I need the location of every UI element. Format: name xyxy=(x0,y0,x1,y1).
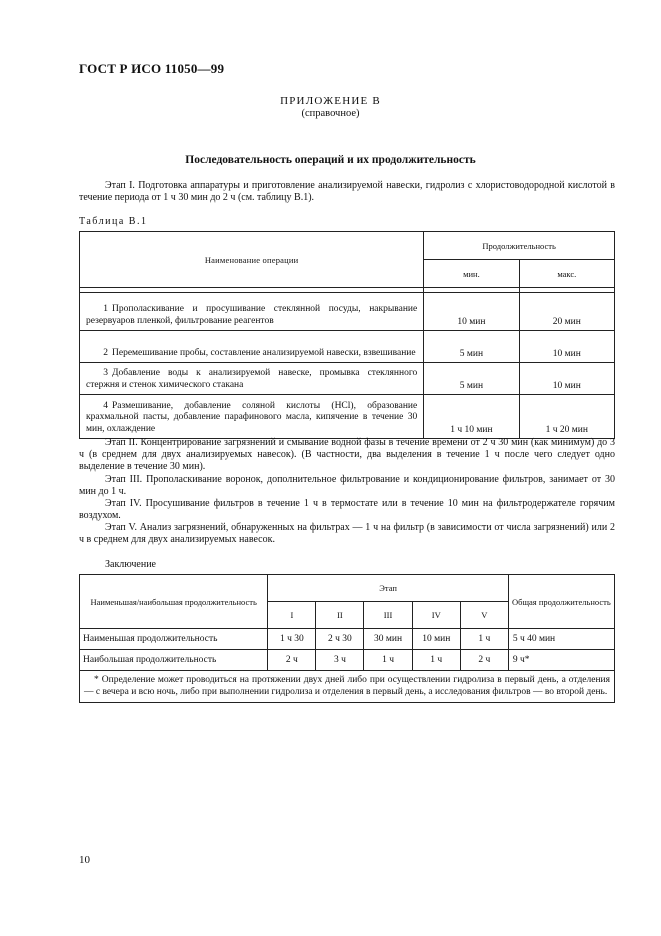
row-number: 2 xyxy=(103,347,108,358)
stage-header: V xyxy=(460,602,508,629)
stage-value-cell: 10 мин xyxy=(412,629,460,650)
table-header-row xyxy=(80,232,615,260)
page-number: 10 xyxy=(79,854,90,866)
total-value-cell: 5 ч 40 мин xyxy=(508,629,614,650)
stage-header: II xyxy=(316,602,364,629)
stage-2-text: Этап II. Концентрирование загрязнений и смывание водной фазы в течение времени от 2 ч 30 мин (как минимум) до 3 ч (в среднем для двух анализируемых навесок). (В частности, два выделения в течение 1 ч после чего следует одно выделение в течение 30 мин). xyxy=(79,437,615,473)
min-duration-cell: 1 ч 10 мин xyxy=(424,395,519,439)
stage-1-text: Этап I. Подготовка аппаратуры и приготовление анализируемой навески, гидролиз с хлористоводородной кислотой в течение периода от 1 ч 30 мин до 2 ч (см. таблицу В.1). xyxy=(79,180,615,204)
col-stage-header: Этап xyxy=(268,575,508,602)
table-header-row xyxy=(80,575,615,602)
stage-value-cell: 3 ч xyxy=(316,650,364,671)
operation-text: Размешивание, добавление соляной кислоты (HCl), образование крахмальной пасты, добавление парафинового масла, кипячение в течение 30 мин, охлаждение xyxy=(86,400,418,434)
stage-value-cell: 30 мин xyxy=(364,629,412,650)
stage-1-paragraph xyxy=(79,180,615,204)
min-duration-cell: 5 мин xyxy=(424,363,519,395)
operation-text: Перемешивание пробы, составление анализируемой навески, взвешивание xyxy=(112,347,416,358)
table-row xyxy=(80,363,615,395)
max-duration-cell: 20 мин xyxy=(519,293,614,331)
row-name-cell: Наименьшая продолжительность xyxy=(80,629,268,650)
footnote-row xyxy=(80,671,615,703)
stage-3-text: Этап III. Прополаскивание воронок, дополнительное фильтрование и кондиционирование фильтров, занимает от 30 мин до 1 ч. xyxy=(79,474,615,498)
stage-4-text: Этап IV. Просушивание фильтров в течение 1 ч в термостате или в течение 10 мин на фильтродержателе горячим воздухом. xyxy=(79,498,615,522)
table-row xyxy=(80,293,615,331)
stage-header: III xyxy=(364,602,412,629)
col-duration-header: Продолжительность xyxy=(424,232,615,260)
stage-header: IV xyxy=(412,602,460,629)
total-value-cell: 9 ч* xyxy=(508,650,614,671)
stage-5-text: Этап V. Анализ загрязнений, обнаруженных на фильтрах — 1 ч на фильтр (в зависимости от числа загрязнений) или 2 ч в среднем для двух анализируемых навесок. xyxy=(79,522,615,546)
stage-value-cell: 2 ч xyxy=(268,650,316,671)
operation-text: Прополаскивание и просушивание стеклянной посуды, накрывание резервуаров пленкой, фильтрование реагентов xyxy=(86,304,418,326)
stage-value-cell: 1 ч xyxy=(364,650,412,671)
operation-cell xyxy=(80,395,424,439)
stage-3-paragraph xyxy=(79,474,615,498)
stage-value-cell: 1 ч xyxy=(412,650,460,671)
table-row xyxy=(80,650,615,671)
max-duration-cell: 1 ч 20 мин xyxy=(519,395,614,439)
table-row xyxy=(80,395,615,439)
stage-value-cell: 1 ч 30 xyxy=(268,629,316,650)
min-duration-cell: 10 мин xyxy=(424,293,519,331)
operations-table xyxy=(79,231,615,439)
row-number: 3 xyxy=(103,368,108,378)
stage-2-paragraph xyxy=(79,437,615,474)
row-number: 4 xyxy=(103,400,108,411)
summary-table xyxy=(79,574,615,703)
document-code: ГОСТ Р ИСО 11050—99 xyxy=(79,61,225,76)
stage-header: I xyxy=(268,602,316,629)
footnote-cell xyxy=(80,671,615,703)
stage-value-cell: 2 ч 30 xyxy=(316,629,364,650)
col-name-header: Наименьшая/наибольшая продолжительность xyxy=(80,575,268,629)
col-min-header: мин. xyxy=(424,260,519,288)
stage-value-cell: 1 ч xyxy=(460,629,508,650)
appendix-title: ПРИЛОЖЕНИЕ В xyxy=(280,95,381,107)
conclusion-label: Заключение xyxy=(105,559,156,570)
row-name-cell: Наибольшая продолжительность xyxy=(80,650,268,671)
stage-4-paragraph xyxy=(79,498,615,522)
col-max-header: макс. xyxy=(519,260,614,288)
max-duration-cell: 10 мин xyxy=(519,331,614,363)
max-duration-cell: 10 мин xyxy=(519,363,614,395)
table-row xyxy=(80,629,615,650)
stage-5-paragraph xyxy=(79,522,615,546)
col-total-header: Общая продолжительность xyxy=(508,575,614,629)
operation-cell xyxy=(80,363,424,395)
col-operation-header: Наименование операции xyxy=(80,232,424,288)
table-b1-caption: Таблица В.1 xyxy=(79,216,148,227)
operation-cell xyxy=(80,293,424,331)
operation-text: Добавление воды к анализируемой навеске, промывка стеклянного стержня и стенок химического стакана xyxy=(86,368,418,390)
operation-cell xyxy=(80,331,424,363)
stage-value-cell: 2 ч xyxy=(460,650,508,671)
section-title: Последовательность операций и их продолжительность xyxy=(185,154,476,166)
min-duration-cell: 5 мин xyxy=(424,331,519,363)
appendix-subtitle: (справочное) xyxy=(301,108,360,119)
row-number: 1 xyxy=(103,304,108,314)
table-row xyxy=(80,331,615,363)
footnote-text: * Определение может проводиться на протяжении двух дней либо при осуществлении гидролиза в первый день, а отделения — с вечера и всю ночь, либо при выполнении гидролиза и отделения в первый день, а исследования фильтров — во второй день. xyxy=(84,675,610,697)
